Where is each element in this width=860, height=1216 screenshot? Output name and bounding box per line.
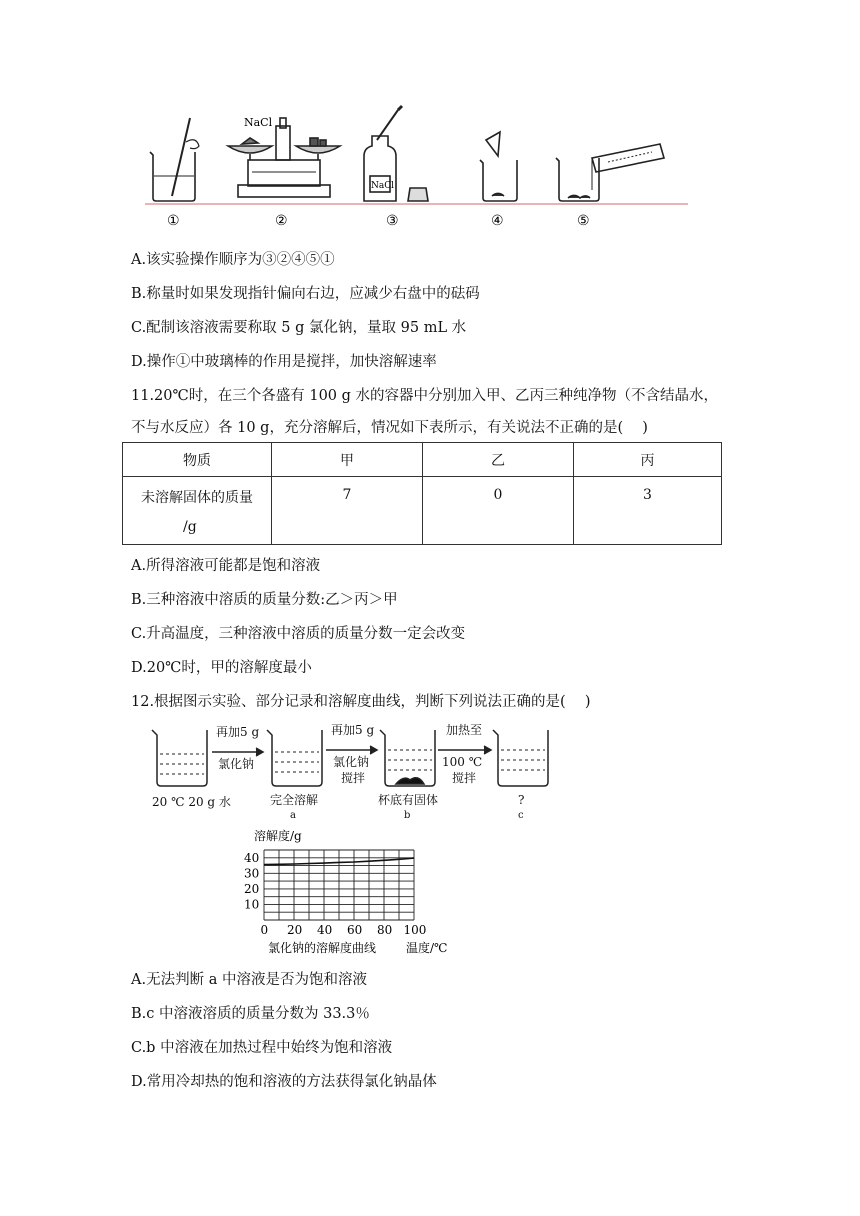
y-tick-label: 40 <box>244 850 260 865</box>
beaker-icon <box>152 730 207 786</box>
q12-stem: 12.根据图示实验、部分记录和溶解度曲线，判断下列说法正确的是( ) <box>131 694 591 710</box>
arrow2-bottom-label: 搅拌 <box>341 771 366 785</box>
q12-option-d: D.常用冷却热的饱和溶液的方法获得氯化钠晶体 <box>131 1074 437 1090</box>
x-tick-label: 60 <box>347 923 363 937</box>
arrow2-top-label: 再加5 g <box>331 723 375 737</box>
nacl-scale-label: NaCl <box>244 116 273 129</box>
table-header-cell: 丙 <box>574 443 722 477</box>
q11-option-b: B.三种溶液中溶质的质量分数:乙＞丙＞甲 <box>131 592 398 608</box>
arrow1-top-label: 再加5 g <box>216 725 260 739</box>
table-header-row <box>123 443 722 477</box>
beaker-stirring-icon <box>150 118 199 201</box>
q12-option-b: B.c 中溶液溶质的质量分数为 33.3％ <box>131 1006 370 1022</box>
table-cell: 0 <box>423 477 574 545</box>
table-header-cell: 物质 <box>123 443 272 477</box>
step-1-label: ① <box>167 213 180 229</box>
step-5-label: ⑤ <box>577 213 590 229</box>
q11-option-c: C.升高温度，三种溶液中溶质的质量分数一定会改变 <box>131 626 466 642</box>
q11-data-table <box>122 442 722 545</box>
q10-option-d: D.操作①中玻璃棒的作用是搅拌，加快溶解速率 <box>131 354 437 370</box>
arrow3-mid-label: 100 ℃ <box>442 755 483 769</box>
y-tick-label: 30 <box>244 866 260 881</box>
arrow-icon <box>438 746 491 754</box>
nacl-bottle-label: NaCl <box>371 181 395 191</box>
y-tick-label: 10 <box>244 897 260 912</box>
arrow2-mid-label: 氯化钠 <box>333 755 370 769</box>
beaker0-caption: 20 ℃ 20 g 水 <box>152 795 231 809</box>
beaker-pouring-water-icon <box>556 144 664 201</box>
q10-option-b: B.称量时如果发现指针偏向右边，应减少右盘中的砝码 <box>131 286 480 302</box>
beaker-b-caption: 杯底有固体 <box>378 793 439 807</box>
table-cell: 7 <box>272 477 423 545</box>
balance-scale-icon <box>228 118 340 197</box>
q10-option-c: C.配制该溶液需要称取 5 g 氯化钠，量取 95 mL 水 <box>131 320 467 336</box>
step-4-label: ④ <box>491 213 504 229</box>
q12-option-c: C.b 中溶液在加热过程中始终为饱和溶液 <box>131 1040 393 1056</box>
beaker-b-letter: b <box>404 810 411 821</box>
beaker-a-letter: a <box>290 810 296 821</box>
q11-stem-line1: 11.20℃时，在三个各盛有 100 g 水的容器中分别加入甲、乙丙三种纯净物（不含结晶水， <box>131 388 719 404</box>
table-row <box>123 477 722 545</box>
q10-option-a: A.该实验操作顺序为③②④⑤① <box>131 252 335 268</box>
x-tick-label: 40 <box>317 923 333 937</box>
q12-option-a: A.无法判断 a 中溶液是否为饱和溶液 <box>131 972 367 988</box>
chart-xlabel: 温度/℃ <box>406 941 448 955</box>
arrow-icon <box>326 746 377 754</box>
beaker-icon <box>493 730 548 786</box>
chart-title: 氯化钠的溶解度曲线 <box>268 941 377 955</box>
step-2-label: ② <box>275 213 288 229</box>
beaker-adding-solid-icon <box>480 132 517 201</box>
table-header-cell: 乙 <box>423 443 574 477</box>
table-row-label <box>123 477 272 545</box>
q11-option-d: D.20℃时，甲的溶解度最小 <box>131 660 312 676</box>
beaker-icon <box>267 730 322 786</box>
q11-option-a: A.所得溶液可能都是饱和溶液 <box>131 558 321 574</box>
x-tick-label: 100 <box>403 923 427 937</box>
table-row-label-line2: /g <box>183 519 197 535</box>
beaker-a-caption: 完全溶解 <box>270 793 319 807</box>
beaker-icon <box>380 730 435 786</box>
x-tick-label: 0 <box>260 923 269 937</box>
arrow3-bottom-label: 搅拌 <box>452 771 477 785</box>
y-tick-label: 20 <box>244 881 260 896</box>
solubility-chart <box>230 826 490 956</box>
x-tick-label: 80 <box>377 923 393 937</box>
q11-stem-line2: 不与水反应）各 10 g，充分溶解后，情况如下表所示，有关说法不正确的是( ) <box>131 420 648 436</box>
beaker-c-caption: ? <box>518 793 525 807</box>
solution-prep-figure <box>0 0 860 240</box>
chart-ylabel: 溶解度/g <box>254 829 302 843</box>
x-tick-label: 20 <box>287 923 303 937</box>
arrow3-top-label: 加热至 <box>446 723 483 737</box>
step-3-label: ③ <box>386 213 399 229</box>
table-header-cell: 甲 <box>272 443 423 477</box>
arrow-icon <box>212 748 263 756</box>
table-row-label-line1: 未溶解固体的质量 <box>141 490 253 506</box>
arrow1-bottom-label: 氯化钠 <box>218 757 255 771</box>
beaker-c-letter: c <box>518 810 524 821</box>
table-cell: 3 <box>574 477 722 545</box>
